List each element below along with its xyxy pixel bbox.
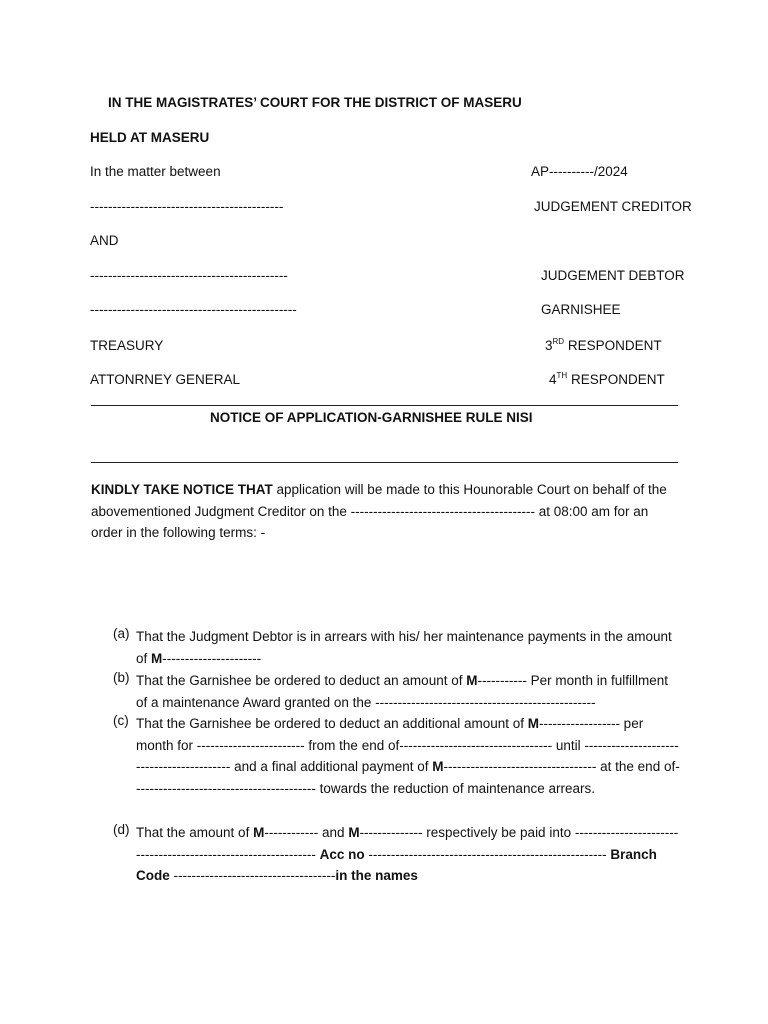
third-respondent-role: 3RD RESPONDENT bbox=[545, 337, 662, 353]
debtor-name-blank: -------------------------------------------- bbox=[90, 268, 288, 283]
item-text: That the Judgment Debtor is in arrears with his/ her maintenance payments in the amount of M---------------------- bbox=[136, 629, 672, 666]
bottom-divider bbox=[91, 462, 678, 463]
item-text: That the Garnishee be ordered to deduct an amount of M----------- Per month in fulfillment of a maintenance Award granted on the ------------------------------------------------- bbox=[136, 673, 668, 710]
third-respondent-name: TREASURY bbox=[90, 338, 164, 353]
item-label: (b) bbox=[113, 670, 130, 685]
fourth-respondent-name: ATTONRNEY GENERAL bbox=[90, 372, 241, 387]
fourth-respondent-role: 4TH RESPONDENT bbox=[549, 371, 665, 387]
item-label: (c) bbox=[113, 713, 129, 728]
debtor-role: JUDGEMENT DEBTOR bbox=[541, 268, 685, 283]
intro-paragraph bbox=[91, 479, 681, 544]
and-label: AND bbox=[90, 233, 119, 248]
court-heading: IN THE MAGISTRATES’ COURT FOR THE DISTRICT OF MASERU bbox=[108, 95, 522, 110]
garnishee-name-blank: ---------------------------------------------- bbox=[90, 302, 297, 317]
creditor-name-blank: ------------------------------------------- bbox=[90, 199, 284, 214]
top-divider bbox=[91, 405, 678, 406]
notice-title: NOTICE OF APPLICATION-GARNISHEE RULE NISI bbox=[210, 410, 533, 425]
intro-bold-lead: KINDLY TAKE NOTICE THAT bbox=[91, 482, 273, 497]
garnishee-role: GARNISHEE bbox=[541, 302, 621, 317]
case-number: AP----------/2024 bbox=[531, 164, 628, 179]
creditor-role: JUDGEMENT CREDITOR bbox=[534, 199, 692, 214]
item-label: (a) bbox=[113, 626, 130, 641]
item-text: That the Garnishee be ordered to deduct an additional amount of M------------------ per month for ------------------------ from the end of---------------------------------- until ------------------------------------------ and a final additional payment of M---------------------------------- at the end of----------------------------------------- towards the reduction of maintenance arrears. bbox=[136, 716, 680, 797]
intro-text: application will be made to this Hounorable Court on behalf of the abovementioned Judgment Creditor on the ----------------------------------------- at 08:00 am for an order in the following terms: - bbox=[91, 482, 667, 540]
held-at-heading: HELD AT MASERU bbox=[90, 130, 210, 145]
item-label: (d) bbox=[113, 822, 130, 837]
matter-between-label: In the matter between bbox=[90, 164, 221, 179]
item-text: That the amount of M------------ and M-------------- respectively be paid into --------------------------------------------------------------- Acc no ----------------------------------------------------- Branch Code ------------------------------------in the names bbox=[136, 825, 679, 884]
